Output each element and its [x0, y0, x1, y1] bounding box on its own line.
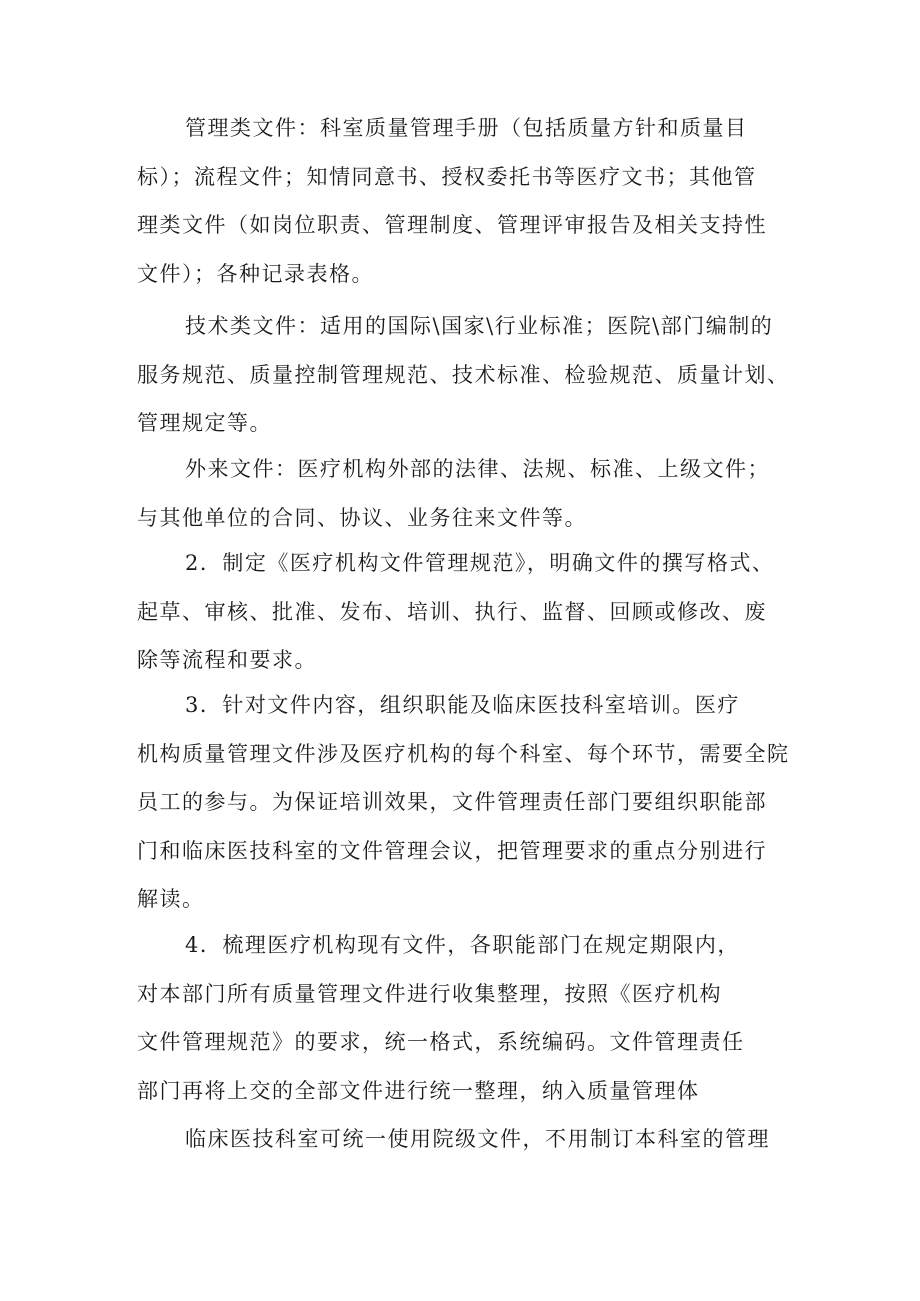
- text-line: 与其他单位的合同、协议、业务往来文件等。: [137, 505, 587, 530]
- text-line: 4．梳理医疗机构现有文件，各职能部门在规定期限内，: [185, 933, 740, 957]
- text-line: 管理类文件：科室质量管理手册（包括质量方针和质量目: [185, 116, 748, 140]
- paragraph-management-files: [137, 104, 797, 298]
- paragraph-item-3: [137, 681, 797, 924]
- text-line: 临床医技科室可统一使用院级文件，不用制订本科室的管理: [185, 1127, 770, 1151]
- text-line: 外来文件：医疗机构外部的法律、法规、标准、上级文件；: [185, 457, 770, 481]
- text-line: 除等流程和要求。: [137, 648, 317, 672]
- text-line: 3．针对文件内容，组织职能及临床医技科室培训。医疗: [185, 693, 740, 717]
- text-line: 解读。: [137, 887, 205, 911]
- paragraph-technical-files: [137, 302, 797, 448]
- text-line: 门和临床医技科室的文件管理会议，把管理要求的重点分别进行: [137, 838, 767, 863]
- text-line: 文件）；各种记录表格。: [137, 261, 374, 286]
- text-line: 部门再将上交的全部文件进行统一整理，纳入质量管理体: [137, 1078, 700, 1103]
- text-line: 员工的参与。为保证培训效果，文件管理责任部门要组织职能部: [137, 790, 767, 814]
- text-line: 2．制定《医疗机构文件管理规范》，明确文件的撰写格式、: [185, 551, 775, 575]
- text-line: 理类文件（如岗位职责、管理制度、管理评审报告及相关支持性: [137, 213, 767, 237]
- paragraph-item-4: [137, 921, 797, 1115]
- text-line: 机构质量管理文件涉及医疗机构的每个科室、每个环节，需要全院: [137, 741, 790, 766]
- text-line: 起草、审核、批准、发布、培训、执行、监督、回顾或修改、废: [137, 599, 767, 624]
- paragraph-external-files: [137, 445, 797, 542]
- text-line: 文件管理规范》的要求，统一格式，系统编码。文件管理责任: [137, 1030, 745, 1054]
- text-line: 技术类文件：适用的国际\国家\行业标准；医院\部门编制的: [185, 314, 774, 338]
- text-line: 服务规范、质量控制管理规范、技术标准、检验规范、质量计划、: [137, 362, 790, 387]
- text-line: 管理规定等。: [137, 411, 272, 435]
- text-line: 标）；流程文件；知情同意书、授权委托书等医疗文书；其他管: [137, 164, 757, 189]
- paragraph-item-2: [137, 539, 797, 685]
- paragraph-clinical-departments: [137, 1115, 797, 1164]
- text-line: 对本部门所有质量管理文件进行收集整理，按照《医疗机构: [137, 981, 722, 1006]
